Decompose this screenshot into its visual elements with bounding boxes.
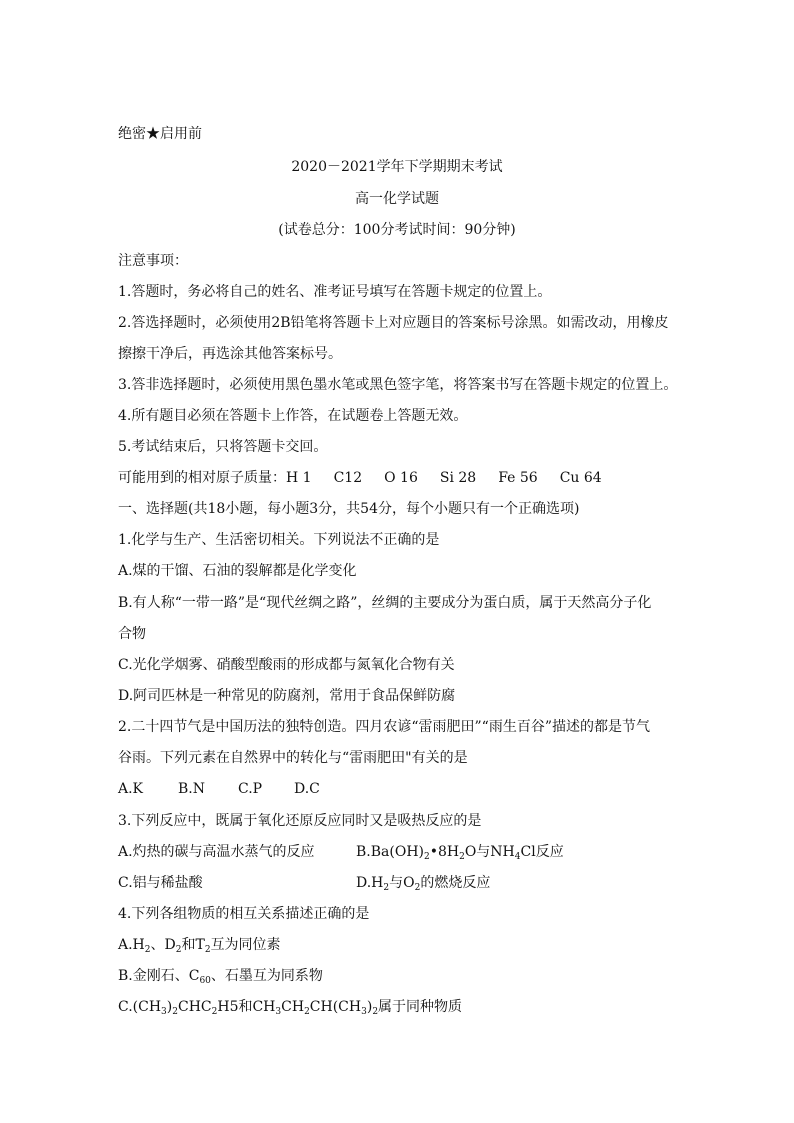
q3-option-a: A.灼热的碳与高温水蒸气的反应 — [118, 844, 315, 860]
q1-option-d: D.阿司匹林是一种常见的防腐剂，常用于食品保鲜防腐 — [118, 688, 456, 704]
atomic-mass-si: Si 28 — [439, 470, 477, 486]
q2-option-d: D.C — [294, 781, 320, 797]
q3-stem: 3.下列反应中，既属于氧化还原反应同时又是吸热反应的是 — [118, 813, 482, 829]
note-item-2-cont: 擦擦干净后，再选涂其他答案标号。 — [118, 346, 342, 362]
notes-heading: 注意事项： — [118, 253, 188, 269]
q2-stem-cont: 谷雨。下列元素在自然界中的转化与“雷雨肥田"有关的是 — [118, 750, 468, 766]
secret-label: 绝密★启用前 — [118, 126, 202, 142]
q1-option-c: C.光化学烟雾、硝酸型酸雨的形成都与氮氧化合物有关 — [118, 657, 455, 673]
atomic-mass-label: 可能用到的相对原子质量： — [118, 470, 286, 486]
q3-option-c: C.铝与稀盐酸 — [118, 875, 203, 891]
q3-option-d: $D.H_2$与$O_2$的燃烧反应 — [356, 875, 491, 893]
q2-option-c: C.P — [238, 781, 263, 797]
q2-stem: 2.二十四节气是中国历法的独特创造。四月农谚“雷雨肥田”“雨生百谷”描述的都是节气 — [118, 719, 650, 735]
q1-stem: 1.化学与生产、生活密切相关。下列说法不正确的是 — [118, 532, 440, 548]
atomic-mass-fe: Fe 56 — [498, 470, 538, 486]
q4-option-c: $C.(CH_3)_2CHC_2H5$和$CH_3CH_2CH(CH_3)_2$属于同种物质 — [118, 999, 463, 1017]
atomic-mass-h: H 1 — [286, 470, 312, 486]
q2-options — [118, 779, 320, 799]
section-heading: 一、选择题(共18小题，每小题3分，共54分，每个小题只有一个正确选项) — [118, 501, 580, 517]
note-item-4: 4.所有题目必须在答题卡上作答，在试题卷上答题无效。 — [118, 408, 468, 424]
atomic-mass-line — [118, 468, 602, 488]
atomic-mass-cu: Cu 64 — [559, 470, 602, 486]
note-item-1: 1.答题时，务必将自己的姓名、准考证号填写在答题卡规定的位置上。 — [118, 284, 552, 300]
q4-option-b: B.金刚石、$C_{60}$、石墨互为同系物 — [118, 968, 323, 986]
q3-option-b: $B.Ba(OH)_2•8H_2O$与$NH_4Cl$反应 — [356, 844, 564, 862]
q1-option-b: B.有人称“一带一路”是“现代丝绸之路”，丝绸的主要成分为蛋白质，属于天然高分子化 — [118, 595, 652, 611]
q2-option-b: B.N — [178, 781, 205, 797]
exam-subtitle: 高一化学试题 — [355, 191, 439, 207]
q1-option-a: A.煤的干馏、石油的裂解都是化学变化 — [118, 563, 357, 579]
q2-option-a: A.K — [118, 781, 144, 797]
atomic-mass-o: O 16 — [384, 470, 418, 486]
note-item-5: 5.考试结束后，只将答题卡交回。 — [118, 439, 328, 455]
q4-option-a: $A.H_2$、$D_2$和$T_2$互为同位素 — [118, 937, 281, 955]
note-item-3: 3.答非选择题时，必须使用黑色墨水笔或黑色签字笔，将答案书写在答题卡规定的位置上。 — [118, 377, 678, 393]
q1-option-b-cont: 合物 — [118, 626, 146, 642]
note-item-2: 2.答选择题时，必须使用2B铅笔将答题卡上对应题目的答案标号涂黑。如需改动，用橡皮 — [118, 315, 669, 331]
exam-title: 2020－2021学年下学期期末考试 — [291, 159, 503, 175]
exam-meta: (试卷总分：100分考试时间：90分钟) — [278, 222, 516, 238]
atomic-mass-c: C12 — [333, 470, 363, 486]
q4-stem: 4.下列各组物质的相互关系描述正确的是 — [118, 906, 370, 922]
